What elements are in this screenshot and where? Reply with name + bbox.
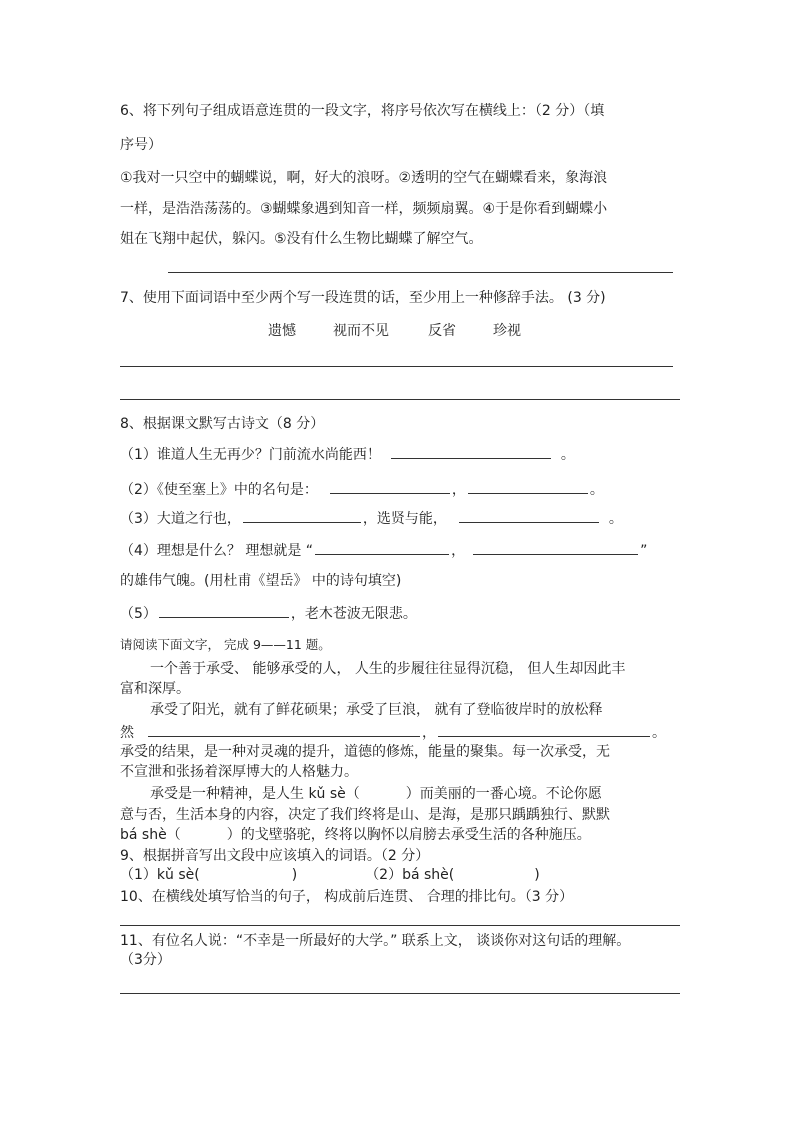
q8-title: 8、根据课文默写古诗文（8 分） — [120, 416, 325, 432]
q10-answer-line[interactable] — [120, 925, 680, 926]
q11-answer-line[interactable] — [120, 993, 680, 994]
q6-title-cont: 序号） — [120, 137, 162, 153]
q8-item-1-text: （1）谁道人生无再少？门前流水尚能西！ — [120, 447, 381, 463]
q8-item-3-text: （3）大道之行也， — [120, 511, 241, 527]
q8-item-4-text: （4）理想是什么？ 理想就是 “ — [120, 543, 314, 559]
q8-item-4-blank[interactable] — [473, 540, 638, 555]
q8-item-4 — [120, 540, 647, 560]
q11-title: 11、有位名人说：“不幸是一所最好的大学。” 联系上文， 谈谈你对这句话的理解。 — [120, 933, 631, 949]
q8-item-3 — [120, 508, 623, 528]
q8-item-3-text2: ，选贤与能， — [362, 511, 447, 527]
q8-item-4-sep: ， — [451, 543, 466, 559]
passage-line: 富和深厚。 — [120, 681, 190, 697]
q6-sentence-line: 姐在飞翔中起伏，躲闪。⑤没有什么生物比蝴蝶了解空气。 — [120, 231, 483, 247]
q8-item-1-end: 。 — [560, 447, 575, 463]
q8-item-5 — [120, 603, 417, 623]
q8-item-2-blank[interactable] — [468, 479, 588, 494]
passage-sep: ， — [422, 725, 436, 741]
q8-item-2 — [120, 479, 604, 499]
passage-line-pinyin — [150, 785, 602, 803]
q7-word: 反省 — [428, 323, 456, 339]
q7-answer-line[interactable] — [120, 366, 673, 367]
q9-answers — [120, 866, 540, 884]
q6-sentence-line: 一样，是浩浩荡荡的。③蝴蝶象遇到知音一样，频频扇翼。④于是你看到蝴蝶小 — [120, 201, 608, 217]
passage-text: 然 — [120, 725, 134, 741]
passage-text: 承受是一种精神，是人生 kǔ sè（ — [150, 786, 360, 802]
q8-item-3-blank[interactable] — [243, 508, 361, 523]
passage-text: ）的戈壁骆驼，终将以胸怀以肩膀去承受生活的各种施压。 — [226, 827, 591, 843]
passage-line: 承受的结果，是一种对灵魂的提升，道德的修炼，能量的聚集。每一次承受，无 — [120, 744, 610, 760]
passage-blank[interactable] — [148, 722, 420, 737]
q8-item-5-blank[interactable] — [159, 603, 289, 618]
q7-word: 遗憾 — [268, 323, 296, 339]
q8-item-2-sep: ， — [451, 482, 466, 498]
q9-answer-2-close: ) — [534, 867, 540, 883]
passage-blank[interactable] — [438, 722, 650, 737]
passage-line: 不宣泄和张扬着深厚博大的人格魅力。 — [120, 764, 358, 780]
q7-word: 视而不见 — [333, 323, 389, 339]
passage-end: 。 — [652, 725, 666, 741]
q9-answer-1-close: ) — [291, 867, 298, 883]
passage-line-blanks — [120, 722, 666, 742]
q11-score: （3分） — [120, 952, 171, 968]
passage-intro: 请阅读下面文字， 完成 9——11 题。 — [120, 637, 331, 652]
q8-item-2-end: 。 — [589, 482, 604, 498]
passage-line: 意与否，生活本身的内容，决定了我们终将是山、是海，是那只踽踽独行、默默 — [120, 807, 610, 823]
q9-answer-2-label: （2）bá shè( — [365, 867, 455, 883]
passage-line: 承受了阳光，就有了鲜花硕果；承受了巨浪， 就有了登临彼岸时的放松释 — [150, 702, 603, 718]
q7-title: 7、使用下面词语中至少两个写一段连贯的话，至少用上一种修辞手法。 (3 分) — [120, 290, 606, 306]
q8-item-4-end: ” — [640, 543, 648, 559]
q10-title: 10、在横线处填写恰当的句子， 构成前后连贯、 合理的排比句。（3 分） — [120, 889, 574, 905]
q8-item-2-text: （2）《使至塞上》中的名句是： — [120, 482, 318, 498]
q8-item-5-text: ，老木苍波无限悲。 — [290, 606, 417, 622]
q6-title: 6、将下列句子组成语意连贯的一段文字，将序号依次写在横线上：（2 分）（填 — [120, 103, 605, 119]
q9-title: 9、根据拼音写出文段中应该填入的词语。（2 分） — [120, 848, 430, 864]
q9-answer-1-label: （1）kǔ sè( — [120, 867, 200, 883]
q8-item-5-label: （5） — [120, 606, 157, 622]
q8-item-2-blank[interactable] — [330, 479, 450, 494]
q8-item-3-blank[interactable] — [459, 508, 599, 523]
section-divider — [120, 399, 680, 400]
q8-item-4-blank[interactable] — [315, 540, 449, 555]
q8-item-4-cont: 的雄伟气魄。(用杜甫《望岳》 中的诗句填空) — [120, 573, 402, 589]
q6-sentence-line: ①我对一只空中的蝴蝶说，啊，好大的浪呀。②透明的空气在蝴蝶看来，象海浪 — [120, 170, 608, 186]
q8-item-3-end: 。 — [608, 511, 623, 527]
passage-line-pinyin — [120, 826, 591, 844]
q8-item-1 — [120, 444, 575, 464]
q6-answer-line[interactable] — [168, 272, 673, 273]
q8-item-1-blank[interactable] — [391, 444, 551, 459]
passage-line: 一个善于承受、 能够承受的人， 人生的步履往往显得沉稳， 但人生却因此丰 — [150, 661, 626, 677]
passage-text: bá shè（ — [120, 827, 181, 843]
passage-text: ）而美丽的一番心境。不论你愿 — [405, 786, 602, 802]
q7-word: 珍视 — [493, 323, 521, 339]
